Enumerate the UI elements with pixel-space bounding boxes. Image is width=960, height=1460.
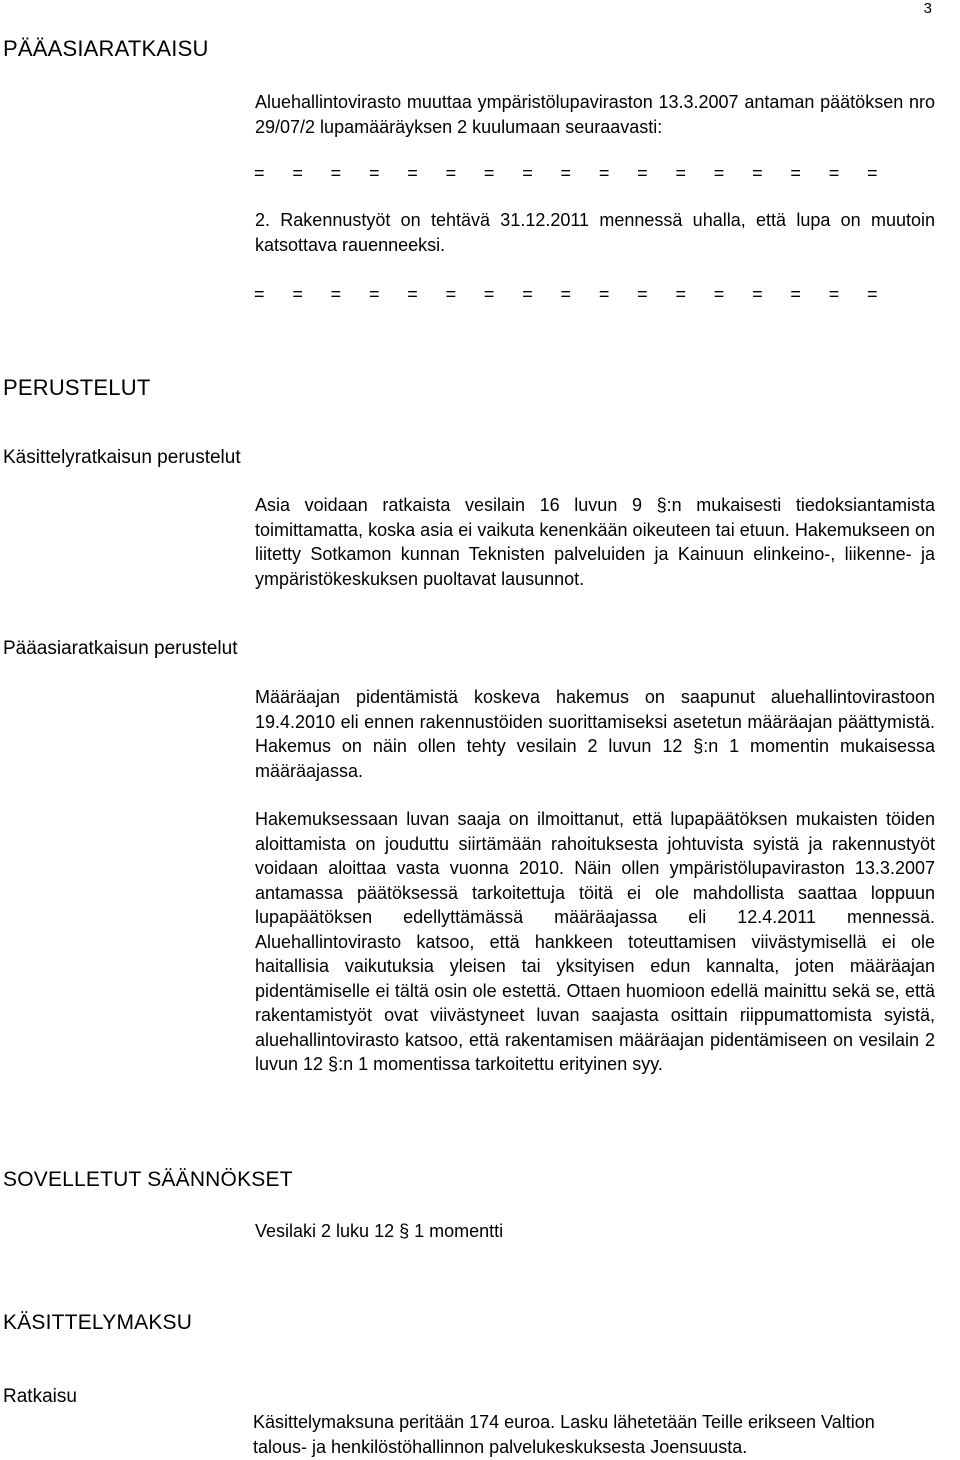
applied-provisions-heading: SOVELLETUT SÄÄNNÖKSET — [3, 1168, 293, 1191]
separator-text: = = = = = = = = = = = = = = = = = — [254, 284, 878, 304]
fee-text: Käsittelymaksuna peritään 174 euroa. Lasku lähetetään Teille erikseen Valtion talous- ja henkilöstöhallinnon palvelukeskuksesta Joensuusta. — [253, 1412, 875, 1457]
fee-subheading: Ratkaisu — [3, 1386, 77, 1407]
amended-clause: 2. Rakennustyöt on tehtävä 31.12.2011 mennessä uhalla, että lupa on muutoin katsottava rauenneeksi. — [255, 210, 935, 255]
procedural-text: Asia voidaan ratkaista vesilain 16 luvun 9 §:n mukaisesti tiedoksiantamista toimittamatta, koska asia ei vaikuta kenenkään oikeuteen tai etuun. Hakemukseen on liitetty Sotkamon kunnan Teknisten palveluiden ja Kainuun elinkeino-, liikenne- ja ympäristökeskuksen puoltavat lausunnot. — [255, 495, 935, 589]
applied-provisions-text: Vesilaki 2 luku 12 § 1 momentti — [255, 1221, 504, 1241]
page-number: 3 — [923, 0, 932, 17]
decision-heading: PÄÄASIARATKAISU — [3, 36, 209, 61]
separator-bottom — [254, 282, 934, 306]
main-grounds-paragraph-1: Määräajan pidentämistä koskeva hakemus on saapunut aluehallintovirastoon 19.4.2010 eli ennen rakennustöiden suorittamiseksi asetetun määräajan päättymistä. Hakemus on näin ollen tehty vesilain 2 luvun 12 §:n 1 momentin mukaisessa määräajassa. — [255, 687, 935, 781]
grounds-heading: PERUSTELUT — [3, 375, 151, 400]
main-grounds-subheading: Pääasiaratkaisun perustelut — [3, 638, 238, 659]
decision-intro: Aluehallintovirasto muuttaa ympäristölupaviraston 13.3.2007 antaman päätöksen nro 29/07/2 lupamääräyksen 2 kuulumaan seuraavasti: — [255, 92, 935, 137]
separator-top — [254, 161, 934, 185]
separator-text: = = = = = = = = = = = = = = = = = — [254, 163, 878, 183]
procedural-subheading: Käsittelyratkaisun perustelut — [3, 447, 241, 468]
fee-heading: KÄSITTELYMAKSU — [3, 1311, 193, 1334]
main-grounds-paragraph-2: Hakemuksessaan luvan saaja on ilmoittanut, että lupapäätöksen mukaisten töiden aloittamista on jouduttu siirtämään rahoituksesta johtuvista syistä ja rakennustyöt voidaan aloittaa vasta vuonna 2010. Näin ollen ympäristölupaviraston 13.3.2007 antamassa päätöksessä tarkoitettuja töitä ei ole mahdollista saattaa loppuun lupapäätöksen edellyttämässä määräajassa eli 12.4.2011 mennessä. Aluehallintovirasto katsoo, että hankkeen toteuttamisen viivästymisellä ei ole haitallisia vaikutuksia yleisen tai yksityisen edun kannalta, joten määräajan pidentämiselle ei tältä osin ole estettä. Ottaen huomioon edellä mainittu sekä se, että rakentamistyöt ovat viivästyneet luvan saajasta osittain riippumattomista syistä, aluehallintovirasto katsoo, että rakentamisen määräajan pidentämiseen on vesilain 2 luvun 12 §:n 1 momentissa tarkoitettu erityinen syy. — [255, 809, 935, 1074]
